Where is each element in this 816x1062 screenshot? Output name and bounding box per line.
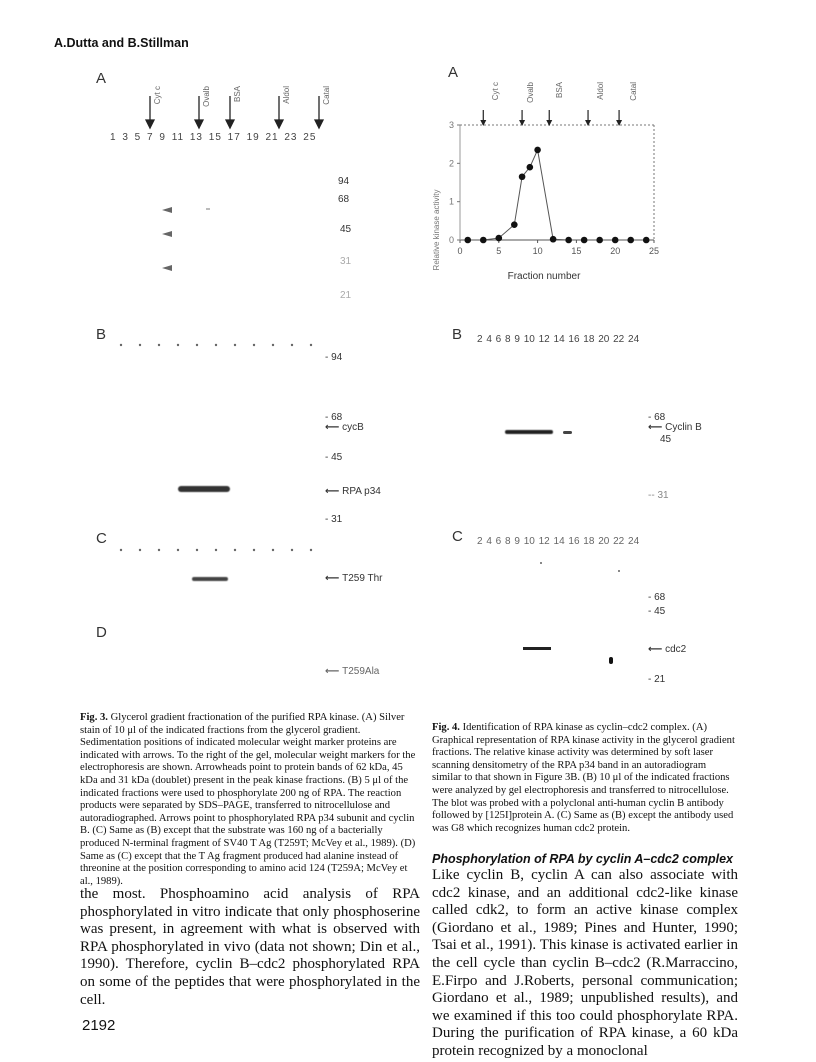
rpa-p34-band xyxy=(178,486,230,492)
data-point xyxy=(627,237,634,244)
marker-label: Aldol xyxy=(596,82,605,100)
chart-frame xyxy=(460,125,654,240)
fig4-panel-b-label: B xyxy=(452,326,463,343)
fig3-band-arrowheads xyxy=(150,200,230,280)
mw-marker: - 68 xyxy=(325,412,343,423)
fig3-panel-b-label: B xyxy=(96,326,107,343)
data-point xyxy=(480,237,487,244)
marker-label: Cyt c xyxy=(153,86,162,105)
marker-arrowhead xyxy=(546,120,552,126)
y-tick-label: 3 xyxy=(448,120,454,130)
mw-marker: 31 xyxy=(340,256,352,267)
cyclin-b-band xyxy=(563,431,572,434)
fig4-c-lane-numbers: 2 4 6 8 9 10 12 14 16 18 20 22 24 xyxy=(477,536,640,547)
t259-thr-band xyxy=(192,577,228,581)
data-point xyxy=(511,221,518,228)
fig3-panel-a-label: A xyxy=(96,70,107,87)
cyclin-b-pointer: ⟵ cycB xyxy=(325,422,364,433)
marker-label: Ovalb xyxy=(526,82,535,103)
x-tick-label: 0 xyxy=(457,246,463,256)
data-point xyxy=(612,237,619,244)
x-tick-label: 25 xyxy=(648,246,660,256)
mw-marker: - 94 xyxy=(325,352,343,363)
mw-marker: - 21 xyxy=(648,674,666,685)
mw-marker: 45 xyxy=(660,434,672,445)
fig4-caption: Fig. 4. Identification of RPA kinase as cyclin–cdc2 complex. (A) Graphical representation of RPA kinase activity in the glycerol gradient fractions. The relative kinase activity was determined by soft laser scanning densitometry of the RPA p34 band in an autoradiogram similar to that shown in Figure 3B. (B) 10 μl of the indicated fractions were analyzed by gel electrophoresis and transferred to nitrocellulose. The blot was probed with a polyclonal anti-human cyclin B antibody followed by [125I]protein A. (C) Same as (B) except the antibody used was G8 which recognizes human cdc2 protein. xyxy=(432,722,735,834)
t259-ala-pointer: ⟵ T259Ala xyxy=(325,666,380,677)
x-tick-label: 5 xyxy=(496,246,502,256)
data-point xyxy=(527,164,534,171)
cdc2-band xyxy=(523,647,551,650)
x-tick-label: 15 xyxy=(571,246,582,256)
mw-marker: - 45 xyxy=(325,452,343,463)
data-point xyxy=(643,237,650,244)
data-point xyxy=(496,235,503,242)
x-tick-label: 10 xyxy=(532,246,543,256)
body-text-right: Like cyclin B, cyclin A can also associate with cdc2 kinase, and an additional cdc2-like kinase called cdk2, to form an active kinase complex (Giordano et al., 1989; Pines and Hunter, 1990; Tsai et al., 1991). This kinase is activated earlier in the cell cycle than cyclin B–cdc2 (R.Marraccino, E.Firpo and J.Roberts, personal communication; Giordano et al., 1989; unpublished results), and we examined if this too could phosphorylate RPA. During the purification of RPA kinase, a 60 kDa protein recognized by a monoclonal xyxy=(432,867,738,1059)
mw-marker: 68 xyxy=(338,194,350,205)
kinase-activity-chart xyxy=(426,108,666,298)
running-header: A.Dutta and B.Stillman xyxy=(54,36,189,50)
data-point xyxy=(519,173,526,180)
rpa-p34-pointer: ⟵ RPA p34 xyxy=(325,486,381,497)
chart-marker-arrows xyxy=(480,110,622,126)
marker-label: Ovalb xyxy=(202,86,211,107)
fig3-panel-c-label: C xyxy=(96,530,107,547)
blot-spot xyxy=(618,570,620,572)
y-tick-label: 0 xyxy=(448,235,454,245)
data-point xyxy=(596,237,603,244)
mw-marker: -- 31 xyxy=(648,490,669,501)
mw-marker: - 45 xyxy=(648,606,666,617)
cdc2-pointer: ⟵ cdc2 xyxy=(648,644,687,655)
cyclin-b-pointer: ⟵ Cyclin B xyxy=(648,422,702,433)
marker-label: Aldol xyxy=(282,86,291,104)
t259-thr-pointer: ⟵ T259 Thr xyxy=(325,573,383,584)
fig4-panel-c-label: C xyxy=(452,528,463,545)
cyclin-b-band xyxy=(505,430,553,434)
data-point xyxy=(565,237,572,244)
series-line xyxy=(468,150,646,240)
fig3-panel-d-label: D xyxy=(96,624,107,641)
band-arrowhead xyxy=(162,207,210,271)
mw-marker: - 68 xyxy=(648,592,666,603)
y-tick-label: 1 xyxy=(448,196,454,207)
mw-marker: - 68 xyxy=(648,412,666,423)
blot-spot xyxy=(540,562,542,564)
x-axis-label: Fraction number xyxy=(507,271,581,282)
section-heading: Phosphorylation of RPA by cyclin A–cdc2 complex xyxy=(432,852,733,866)
data-point xyxy=(581,237,588,244)
data-point xyxy=(534,147,541,154)
data-point xyxy=(464,237,471,244)
mw-marker: 94 xyxy=(338,176,350,187)
fig4-panel-a-label: A xyxy=(448,64,459,81)
marker-label: Catal xyxy=(629,82,638,101)
y-tick-label: 2 xyxy=(448,158,454,169)
blot-spot xyxy=(609,657,613,664)
marker-label: Cyt c xyxy=(491,82,500,101)
mw-marker: 45 xyxy=(340,224,352,235)
fig3-c-lane-dots xyxy=(115,543,315,557)
page-number: 2192 xyxy=(82,1017,116,1034)
y-axis-label: Relative kinase activity xyxy=(432,189,441,271)
mw-marker: - 31 xyxy=(325,514,343,525)
marker-label: Catal xyxy=(322,86,331,105)
marker-label: BSA xyxy=(233,86,242,103)
data-point xyxy=(550,236,557,243)
marker-label: BSA xyxy=(555,82,564,99)
body-text-left: the most. Phosphoamino acid analysis of RPA phosphorylated in vitro indicate that only phosphoserine was present, in agreement with what is observed with RPA phosphorylated in vivo (data not shown; Din et al., 1990). Therefore, cyclin B–cdc2 phosphorylated RPA on some of the peptides that were phosphorylated in the cell. xyxy=(80,886,420,1008)
mw-marker: 21 xyxy=(340,290,352,301)
fig3-b-lane-dots xyxy=(115,338,315,352)
x-tick-label: 20 xyxy=(610,246,621,256)
fig3-lane-numbers: 1 3 5 7 9 11 13 15 17 19 21 23 25 xyxy=(110,132,317,143)
fig4-b-lane-numbers: 2 4 6 8 9 10 12 14 16 18 20 22 24 xyxy=(477,334,640,345)
fig3-caption: Fig. 3. Glycerol gradient fractionation of the purified RPA kinase. (A) Silver stain of 10 μl of the indicated fractions from the glycerol gradient. Sedimentation positions of indicated molecular weight marker proteins are indicated with arrows. To the right of the gel, molecular weight markers for the electrophoresis are shown. Arrowheads point to protein bands of 62 kDa, 45 kDa and 31 kDa (doublet) present in the peak kinase fractions. (B) 5 μl of the indicated fractions were used to phosphorylate 200 ng of RPA. The reaction products were separated by SDS–PAGE, transferred to nitrocellulose and autoradiographed. Arrows point to phosphorylated RPA p34 subunit and cyclin B. (C) Same as (B) except that the substrate was 160 ng of a bacterially produced N-terminal fragment of SV40 T Ag (T259T; McVey et al., 1989). (D) Same as (C) except that the T Ag fragment produced had alanine instead of threonine at the position corresponding to amino acid 124 (T259A; McVey et al., 1989). xyxy=(80,712,416,887)
